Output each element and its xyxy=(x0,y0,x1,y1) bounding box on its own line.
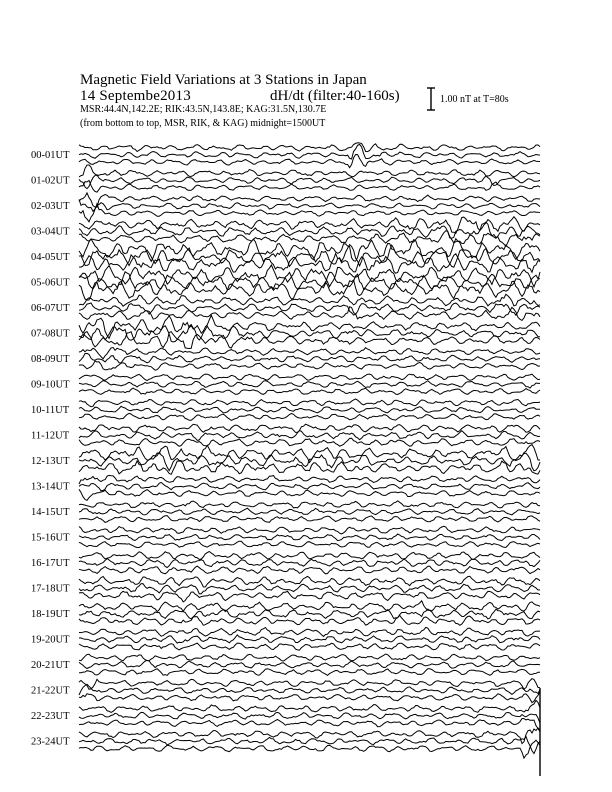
hour-row-label: 08-09UT xyxy=(31,354,70,365)
trace-msr xyxy=(79,740,540,758)
trace-rik xyxy=(79,684,540,695)
hour-row-label: 15-16UT xyxy=(31,532,70,544)
trace-msr xyxy=(79,615,540,625)
hour-row-label: 23-24UT xyxy=(31,736,70,748)
trace-msr xyxy=(79,591,540,602)
trace-kag xyxy=(79,475,540,484)
hour-row-label: 09-10UT xyxy=(31,379,70,391)
hour-row-label: 04-05UT xyxy=(31,252,70,263)
trace-kag xyxy=(79,627,540,636)
trace-kag xyxy=(79,143,540,152)
trace-rik xyxy=(79,584,540,594)
hour-row-label: 03-04UT xyxy=(31,226,70,238)
hour-row-label: 16-17UT xyxy=(31,558,70,569)
stations-label: MSR:44.4N,142.2E; RIK:43.5N,143.8E; KAG:31.5N,130.7E xyxy=(80,104,327,115)
trace-rik xyxy=(79,406,540,413)
trace-kag xyxy=(79,165,540,177)
hour-row-label: 06-07UT xyxy=(31,303,70,314)
hour-row-label: 05-06UT xyxy=(31,277,70,289)
trace-msr xyxy=(79,669,540,676)
station-order-label: (from bottom to top, MSR, RIK, & KAG) midnight=1500UT xyxy=(80,118,326,129)
date-label: 14 Septembe2013 xyxy=(80,88,191,104)
trace-rik xyxy=(79,199,540,211)
trace-kag xyxy=(79,399,540,407)
trace-msr xyxy=(79,413,540,420)
trace-kag xyxy=(79,348,540,359)
trace-rik xyxy=(79,660,540,668)
trace-kag xyxy=(79,576,540,587)
hour-row-label: 07-08UT xyxy=(31,328,70,340)
trace-msr xyxy=(79,438,540,446)
trace-kag xyxy=(79,601,540,612)
hour-row-label: 13-14UT xyxy=(31,481,70,493)
trace-kag xyxy=(79,294,540,306)
trace-kag xyxy=(79,728,540,744)
trace-msr xyxy=(79,489,540,500)
trace-rik xyxy=(79,635,540,643)
trace-kag xyxy=(79,501,540,508)
trace-msr xyxy=(79,643,540,650)
trace-kag xyxy=(79,315,540,338)
trace-rik xyxy=(79,737,540,754)
trace-msr xyxy=(79,231,540,247)
chart-title: Magnetic Field Variations at 3 Stations in Japan xyxy=(80,72,367,88)
trace-msr xyxy=(79,516,540,523)
trace-kag xyxy=(79,424,540,432)
trace-kag xyxy=(79,217,540,234)
trace-msr xyxy=(79,719,540,732)
filter-label: dH/dt (filter:40-160s) xyxy=(270,88,400,104)
trace-msr xyxy=(79,181,540,193)
scale-bar-label: 1.00 nT at T=80s xyxy=(440,94,509,105)
scale-bar xyxy=(427,88,435,110)
hour-row-label: 17-18UT xyxy=(31,583,70,595)
hour-row-label: 00-01UT xyxy=(31,150,70,161)
trace-rik xyxy=(79,508,540,515)
hour-row-label: 11-12UT xyxy=(31,430,70,442)
trace-msr xyxy=(79,692,540,703)
hour-row-label: 20-21UT xyxy=(31,660,70,671)
trace-rik xyxy=(79,353,540,363)
hour-row-label: 01-02UT xyxy=(31,175,70,187)
trace-kag xyxy=(79,193,540,207)
trace-kag xyxy=(79,526,540,534)
hour-row-label: 12-13UT xyxy=(31,456,70,467)
trace-msr xyxy=(79,155,540,168)
hour-row-label: 19-20UT xyxy=(31,634,70,646)
trace-kag xyxy=(79,374,540,380)
trace-rik xyxy=(79,175,540,189)
trace-kag xyxy=(79,700,540,712)
hour-row-label: 21-22UT xyxy=(31,685,70,697)
trace-kag xyxy=(79,679,540,690)
trace-msr xyxy=(79,541,540,547)
trace-rik xyxy=(79,381,540,389)
trace-kag xyxy=(79,552,540,560)
trace-msr xyxy=(79,566,540,574)
hour-row-label: 14-15UT xyxy=(31,507,70,518)
trace-msr xyxy=(79,388,540,394)
hour-row-label: 10-11UT xyxy=(31,405,70,416)
hour-row-label: 18-19UT xyxy=(31,609,70,620)
trace-rik xyxy=(79,482,540,490)
trace-kag xyxy=(79,239,540,262)
trace-kag xyxy=(79,654,540,661)
trace-rik xyxy=(79,534,540,541)
hour-row-label: 22-23UT xyxy=(31,711,70,722)
trace-msr xyxy=(79,307,540,321)
trace-rik xyxy=(79,712,540,723)
hour-row-label: 02-03UT xyxy=(31,201,70,212)
trace-rik xyxy=(79,559,540,568)
